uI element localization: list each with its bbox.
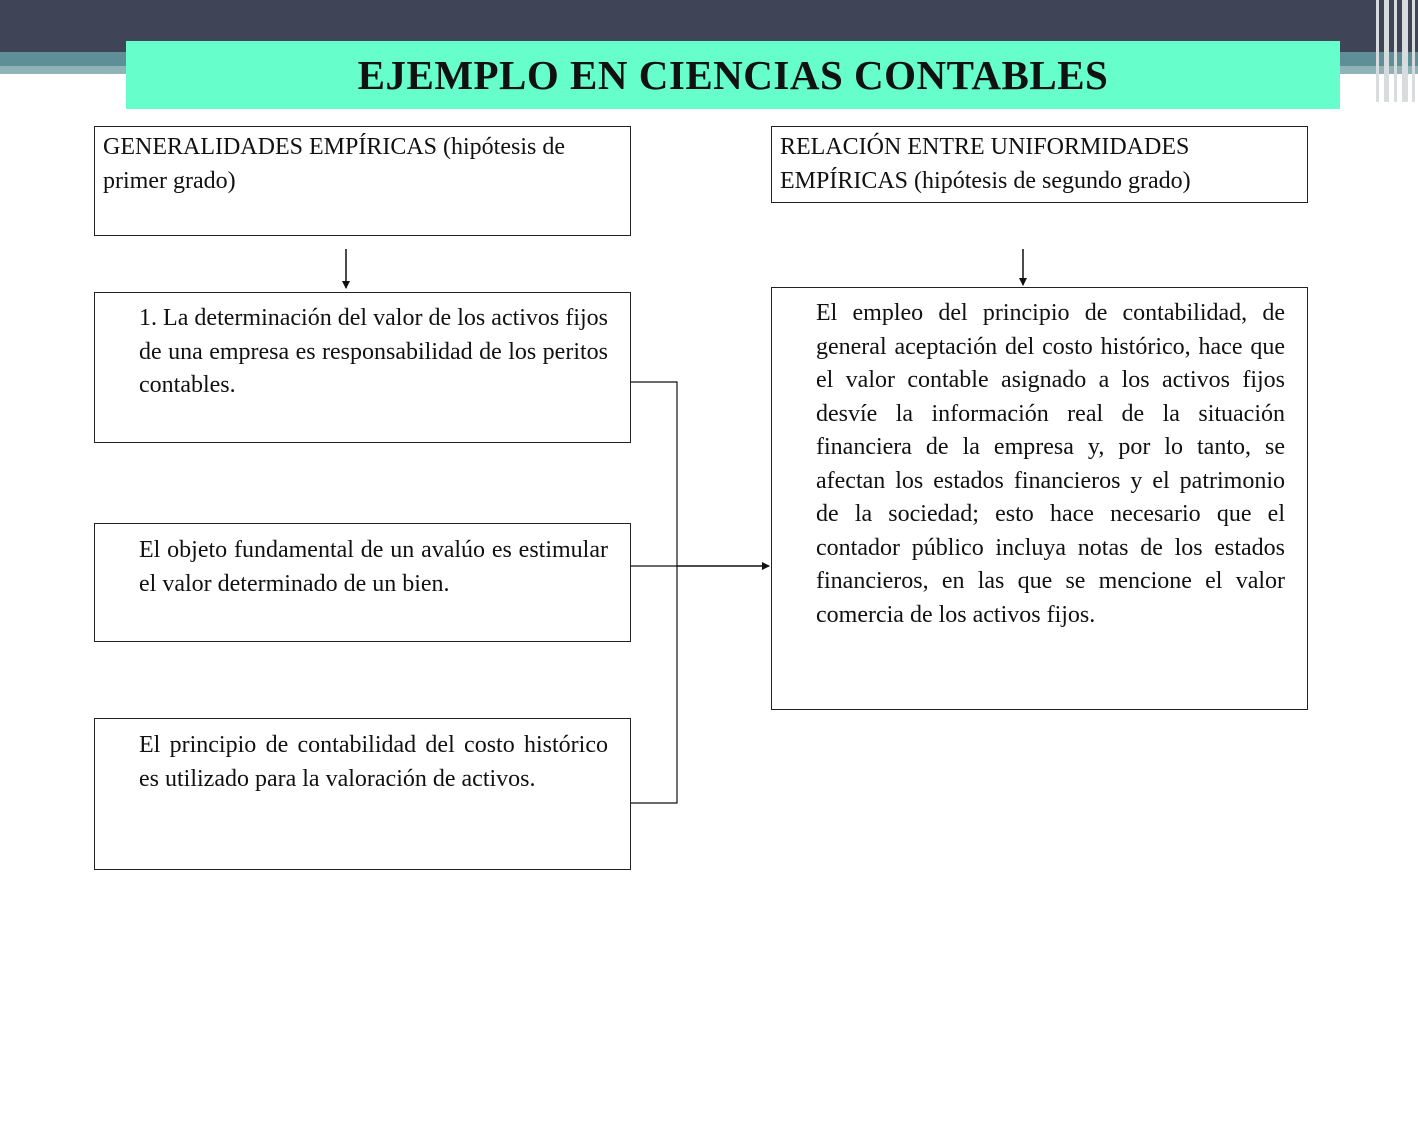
right-header-text: RELACIÓN ENTRE UNIFORMIDADES EMPÍRICAS (hipótesis de segundo grado) [780,134,1191,194]
left-item-text: El objeto fundamental de un avalúo es estimular el valor determinado de un bien. [139,537,608,597]
bracket-connector [631,382,677,803]
right-item-text: El empleo del principio de contabilidad, de general aceptación del costo histórico, hace que el valor contable asignado a los activos fijos desvíe la información real de la situación financiera de la empresa y, por lo tanto, se afectan los estados financieros y el patrimonio de la sociedad; esto hace necesario que el contador público incluya notas de los estados financieros, en las que se mencione el valor comercia de los activos fijos. [816,300,1285,628]
left-item-text: El principio de contabilidad del costo histórico es utilizado para la valoración de activos. [139,732,608,792]
page-title: EJEMPLO EN CIENCIAS CONTABLES [357,52,1109,98]
left-header-text: GENERALIDADES EMPÍRICAS (hipótesis de primer grado) [103,134,565,194]
left-item-text: 1. La determinación del valor de los activos fijos de una empresa es responsabilidad de los peritos contables. [139,305,608,398]
